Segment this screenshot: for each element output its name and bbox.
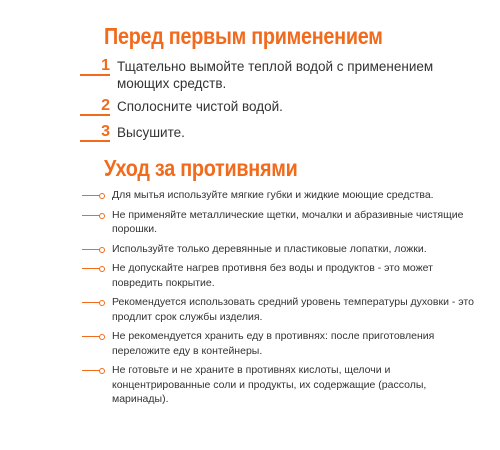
section-title-first-use: Перед первым применением [104, 23, 383, 49]
step-underline [80, 140, 110, 142]
list-item-text: Не применяйте металлические щетки, мочалки и абразивные чистящие порошки. [112, 208, 464, 235]
list-item [80, 329, 480, 358]
list-item-text: Не рекомендуется хранить еду в противнях: после приготовления переложите еду в контейнеры. [112, 330, 435, 357]
step-1 [80, 57, 460, 91]
bullet-dot-icon [99, 213, 105, 219]
list-item-text: Не допускайте нагрев противня без воды и продуктов - это может повредить покрытие. [112, 262, 433, 289]
bullet-dot-icon [99, 193, 105, 199]
bullet-dot-icon [99, 368, 105, 374]
list-item [80, 363, 480, 407]
list-item-text: Не готовьте и не храните в противнях кислоты, щелочи и концентрированные соли и продукты, их содержащие (рассолы, маринады). [112, 364, 427, 405]
bullet-dot-icon [99, 334, 105, 340]
step-text: Высушите. [117, 125, 185, 140]
list-item-text: Используйте только деревянные и пластиковые лопатки, ложки. [112, 242, 427, 255]
step-text: Сполосните чистой водой. [117, 99, 283, 114]
list-item [80, 208, 480, 237]
list-item [80, 295, 480, 324]
step-number: 2 [101, 97, 110, 114]
step-number: 1 [101, 57, 110, 74]
step-text: Тщательно вымойте теплой водой с применением моющих средств. [117, 59, 434, 91]
bullet-dot-icon [99, 247, 105, 253]
step-underline [80, 114, 110, 116]
step-number: 3 [101, 123, 110, 140]
bullet-dot-icon [99, 266, 105, 272]
bullet-dot-icon [99, 300, 105, 306]
list-item [80, 261, 480, 290]
step-underline [80, 74, 110, 76]
section-title-care: Уход за противнями [104, 155, 298, 181]
step-3 [80, 124, 460, 154]
list-item-text: Для мытья используйте мягкие губки и жидкие моющие средства. [112, 189, 434, 201]
care-list [80, 188, 480, 412]
list-item-text: Рекомендуется использовать средний уровень температуры духовки - это продлит срок службы изделия. [112, 296, 474, 323]
list-item [80, 242, 480, 257]
list-item [80, 188, 480, 203]
